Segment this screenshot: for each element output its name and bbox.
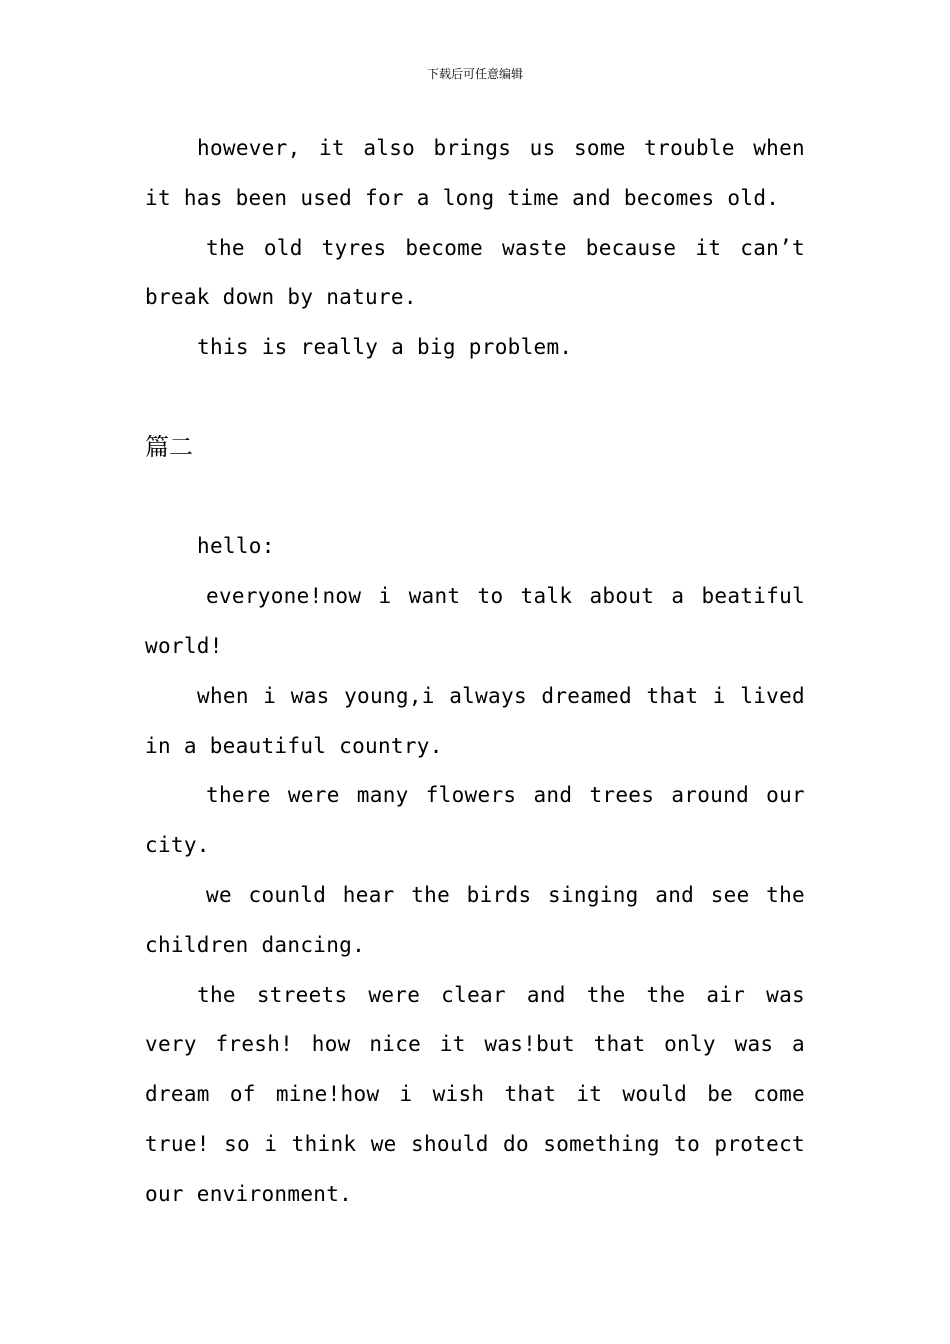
paragraph-greeting: hello: xyxy=(197,534,275,559)
paragraph-2: the old tyres become waste because it can’t break down by nature. xyxy=(145,235,805,310)
paragraph-7: we counld hear the birds singing and see the children dancing. xyxy=(145,882,805,957)
section-title: 篇二 xyxy=(145,432,193,461)
paragraph-6: there were many flowers and trees around our city. xyxy=(145,783,805,858)
paragraph-1: however, it also brings us some trouble when it has been used for a long time and becomes old. xyxy=(145,136,805,210)
paragraph-8: the streets were clear and the the air was very fresh! how nice it was!but that only was a dream of mine!how i wish that it would be come true! so i think we should do something to protect our environment. xyxy=(145,982,805,1206)
paragraph-5: when i was young,i always dreamed that i lived in a beautiful country. xyxy=(145,683,805,758)
document-body xyxy=(145,124,805,1220)
page-header: 下载后可任意编辑 xyxy=(426,67,523,81)
paragraph-4: everyone!now i want to talk about a beatiful world! xyxy=(145,584,805,658)
paragraph-3: this is really a big problem. xyxy=(197,335,573,360)
spacer xyxy=(145,473,805,523)
spacer xyxy=(145,373,805,423)
